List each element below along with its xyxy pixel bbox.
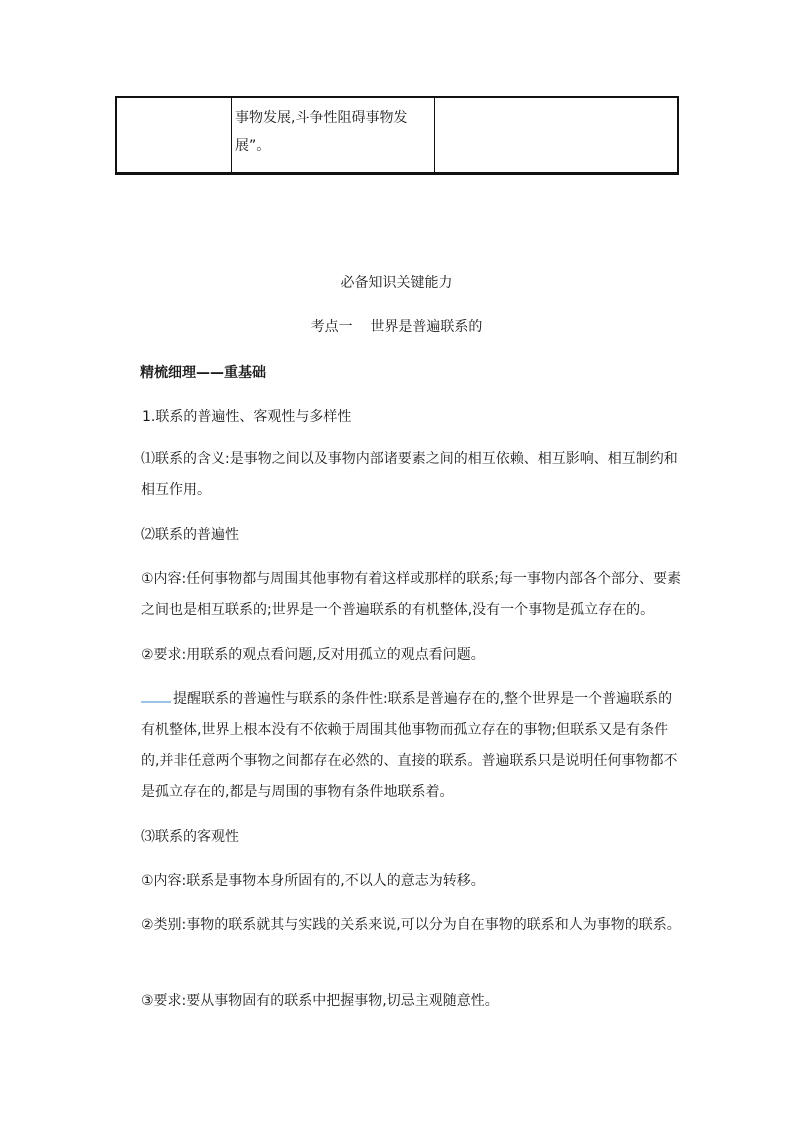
table-cell-text-content: 事物发展,斗争性阻碍事物发展”。 [235,110,408,154]
paragraph-reminder-text: 提醒联系的普遍性与联系的条件性:联系是普遍存在的,整个世界是一个普遍联系的有机整体,世界上根本没有不依赖于周围其他事物而孤立存在的事物;但联系又是有条件的,并非任意两个事物之间都存在必然的、直接的联系。普遍联系只是说明任何事物都不是孤立存在的,都是与周围的事物有条件地联系着。 [141,691,678,800]
reminder-marker [141,695,171,703]
paragraph-definition: ⑴联系的含义:是事物之间以及事物内部诸要素之间的相互依赖、相互影响、相互制约和相互作用。 [141,451,678,498]
paragraph-objectivity-requirement: ③要求:要从事物固有的联系中把握事物,切忌主观随意性。 [141,993,499,1009]
paragraph-universality-requirement: ②要求:用联系的观点看问题,反对用孤立的观点看问题。 [141,647,485,663]
heading-1-text: 1.联系的普遍性、客观性与多样性 [142,409,352,425]
table-cell-text [232,98,435,172]
section-title: 必备知识关键能力 [340,275,453,291]
paragraph-objectivity-heading: ⑶联系的客观性 [141,829,239,845]
heading-1 [142,402,712,433]
paragraph-reminder [113,684,683,808]
table-cell-empty-right [435,98,677,172]
table-cell-empty-left [117,98,232,172]
paragraph-universality-heading: ⑵联系的普遍性 [141,527,239,543]
paragraph-objectivity-content: ①内容:联系是事物本身所固有的,不以人的意志为转移。 [141,873,485,889]
topic-title: 考点一 世界是普遍联系的 [310,319,483,335]
continuation-table [115,96,679,175]
subheading: 精梳细理——重基础 [140,365,266,381]
paragraph-objectivity-categories: ②类别:事物的联系就其与实践的关系来说,可以分为自在事物的联系和人为事物的联系。 [141,917,681,933]
paragraph-universality-content: ①内容:任何事物都与周围其他事物有着这样或那样的联系;每一事物内部各个部分、要素之间也是相互联系的;世界是一个普遍联系的有机整体,没有一个事物是孤立存在的。 [141,571,681,618]
